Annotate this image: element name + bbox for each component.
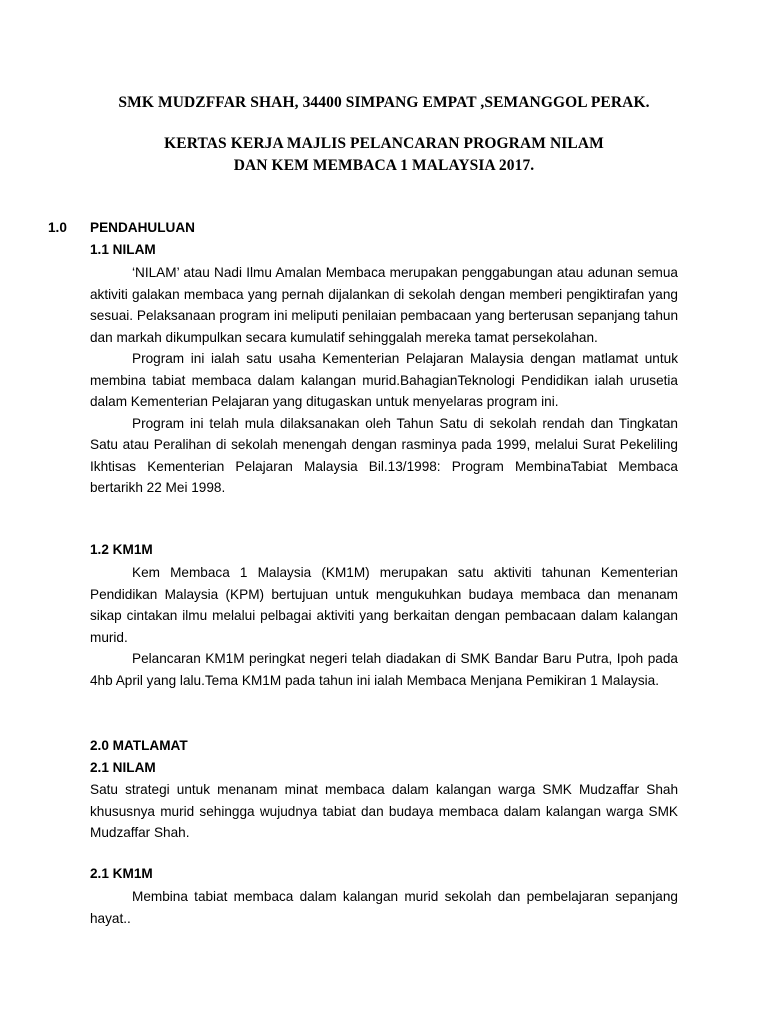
section-1-2-body [90, 562, 678, 691]
title-line-1: KERTAS KERJA MAJLIS PELANCARAN PROGRAM NILAM [164, 135, 604, 152]
section-1-2-paragraph-2: Pelancaran KM1M peringkat negeri telah diadakan di SMK Bandar Baru Putra, Ipoh pada 4hb April yang lalu.Tema KM1M pada tahun ini ialah Membaca Menjana Pemikiran 1 Malaysia. [90, 651, 678, 688]
section-1-2-paragraph-1: Kem Membaca 1 Malaysia (KM1M) merupakan satu aktiviti tahunan Kementerian Pendidikan Malaysia (KPM) bertujuan untuk mengukuhkan budaya membaca dan menanam sikap cintakan ilmu melalui pelbagai aktiviti yang berkaitan dengan pembacaan dalam kalangan murid. [90, 565, 678, 645]
section-2-1-heading: 2.1 NILAM [90, 760, 156, 775]
section-2-2-paragraph-1: Membina tabiat membaca dalam kalangan murid sekolah dan pembelajaran sepanjang hayat.. [90, 889, 678, 926]
section-1-1-paragraph-3: Program ini telah mula dilaksanakan oleh Tahun Satu di sekolah rendah dan Tingkatan Satu atau Peralihan di sekolah menengah dengan rasminya pada 1999, melalui Surat Pekeliling Ikhtisas Kementerian Pelajaran Malaysia Bil.13/1998: Program MembinaTabiat Membaca bertarikh 22 Mei 1998. [90, 415, 678, 495]
section-1-1-heading: 1.1 NILAM [90, 242, 156, 257]
section-1-1-paragraph-2: Program ini ialah satu usaha Kementerian Pelajaran Malaysia dengan matlamat untuk membina tabiat membaca dalam kalangan murid.BahagianTeknologi Pendidikan ialah urusetia dalam Kementerian Pelajaran yang ditugaskan untuk menyelaras program ini. [90, 351, 678, 409]
section-2-1-body [90, 779, 678, 844]
section-1-2-heading: 1.2 KM1M [90, 542, 153, 557]
section-2-2-body [90, 886, 678, 929]
section-2-1-paragraph-1: Satu strategi untuk menanam minat membaca dalam kalangan warga SMK Mudzaffar Shah khususnya murid sehingga wujudnya tabiat dan budaya membaca dalam kalangan warga SMK Mudzaffar Shah. [90, 782, 678, 840]
section-2-heading: 2.0 MATLAMAT [90, 738, 188, 753]
section-1-1-body [90, 262, 678, 499]
section-1-1-paragraph-1: ‘NILAM’ atau Nadi Ilmu Amalan Membaca merupakan penggabungan atau adunan semua aktiviti galakan membaca yang pernah dijalankan di sekolah dengan memberi pengiktirafan yang sesuai. Pelaksanaan program ini meliputi penilaian pembacaan yang berterusan sepanjang tahun dan markah dikumpulkan secara kumulatif sehinggalah mereka tamat persekolahan. [90, 265, 678, 345]
section-1-title: PENDAHULUAN [90, 220, 195, 235]
school-header: SMK MUDZFFAR SHAH, 34400 SIMPANG EMPAT ,SEMANGGOL PERAK. [118, 94, 650, 111]
section-1-number: 1.0 [48, 220, 67, 235]
title-line-2: DAN KEM MEMBACA 1 MALAYSIA 2017. [233, 157, 535, 174]
section-2-2-heading: 2.1 KM1M [90, 866, 153, 881]
